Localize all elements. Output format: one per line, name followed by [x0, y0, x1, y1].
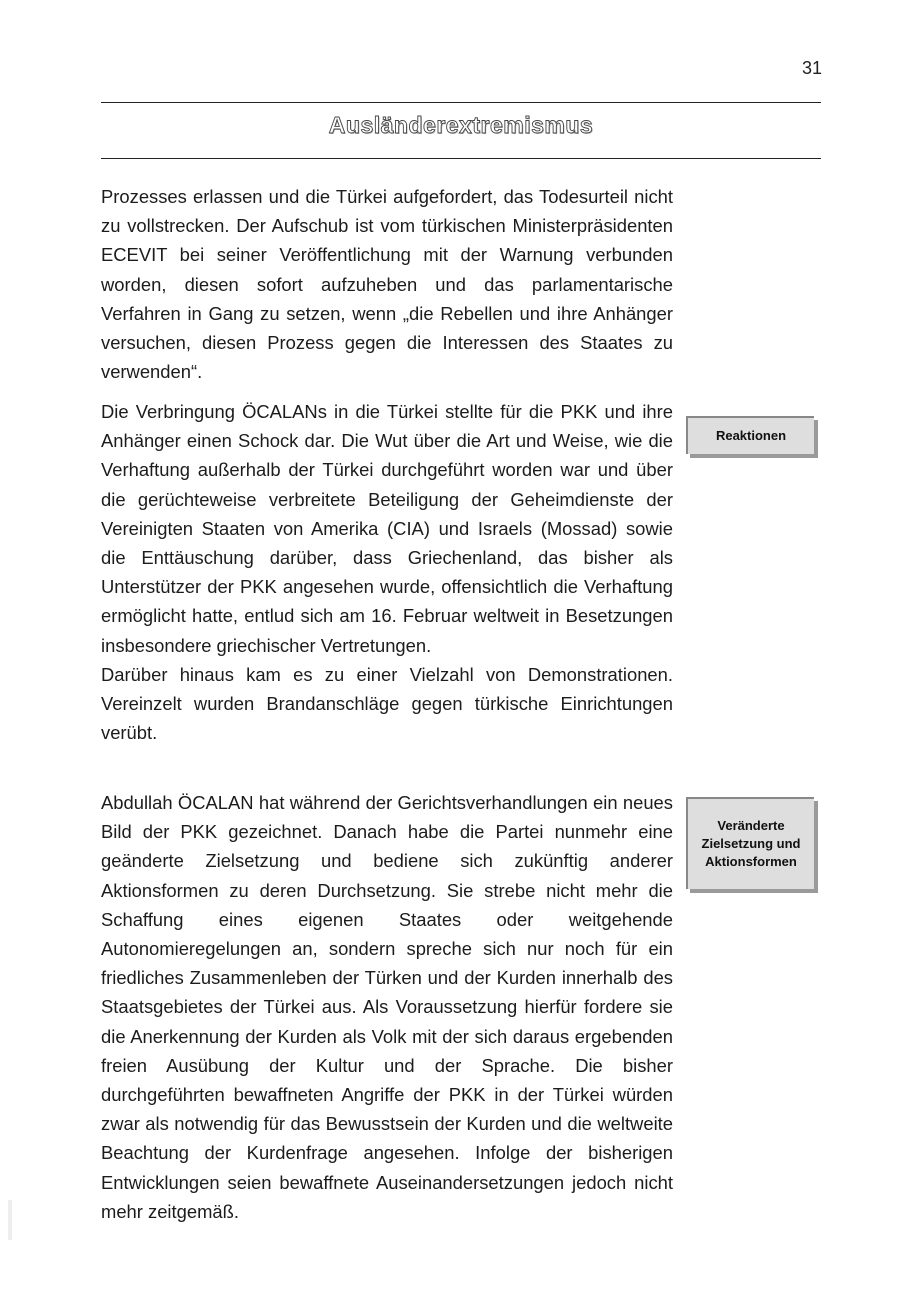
- scan-gutter-mark: [8, 1200, 12, 1240]
- margin-note-reaktionen: [686, 416, 814, 454]
- paragraph-text: Darüber hinaus kam es zu einer Vielzahl von Demonstrationen. Vereinzelt wurden Brandanschläge gegen türkische Einrichtungen verübt.: [101, 663, 673, 744]
- paragraph-text: Die Verbringung ÖCALANs in die Türkei stellte für die PKK und ihre Anhänger einen Schock dar. Die Wut über die Art und Weise, wie die Verhaftung außerhalb der Türkei durchgeführt worden war und über die gerüchteweise verbreitete Beteiligung der Geheimdienste der Vereinigten Staaten von Amerika (CIA) und Israels (Mossad) sowie die Enttäuschung darüber, dass Griechenland, das bisher als Unterstützer der PKK angesehen wurde, offensichtlich die Verhaftung ermöglicht hatte, entlud sich am 16. Februar weltweit in Besetzungen insbesondere griechischer Vertretungen.: [101, 401, 673, 656]
- header-rule-bottom: [101, 158, 821, 159]
- paragraph-text: Prozesses erlassen und die Türkei aufgefordert, das Todesurteil nicht zu vollstrecken. Der Aufschub ist vom türkischen Ministerpräsidenten ECEVIT bei seiner Veröffentlichung mit der Warnung verbunden worden, diesen sofort aufzuheben und das parlamentarische Verfahren in Gang zu setzen, wenn „die Rebellen und ihre Anhänger versuchen, diesen Prozess gegen die Interessen des Staates zu verwenden“.: [101, 186, 673, 383]
- header-rule-top: [101, 102, 821, 103]
- paragraph-text: Abdullah ÖCALAN hat während der Gerichtsverhandlungen ein neues Bild der PKK gezeichnet. Danach habe die Partei nunmehr eine geänderte Zielsetzung und bediene sich zukünftig anderer Aktionsformen zu deren Durchsetzung. Sie strebe nicht mehr die Schaffung eines eigenen Staates oder weitgehende Autonomieregelungen an, sondern spreche sich nur noch für ein friedliches Zusammenleben der Türken und der Kurden innerhalb des Staatsgebietes der Türkei aus. Als Voraussetzung hierfür fordere sie die Anerkennung der Kurden als Volk mit der sich daraus ergebenden freien Ausübung der Kultur und der Sprache. Die bisher durchgeführten bewaffneten Angriffe der PKK in der Türkei würden zwar als notwendig für das Bewusstsein der Kurden und die weltweite Beachtung der Kurdenfrage angesehen. Infolge der bisherigen Entwicklungen seien bewaffnete Auseinandersetzungen jedoch nicht mehr zeitgemäß.: [101, 792, 673, 1222]
- running-header-title: Ausländerextremismus: [328, 112, 594, 138]
- body-paragraph: [101, 397, 673, 747]
- body-paragraph: [101, 788, 673, 1226]
- page-number: 31: [801, 58, 822, 78]
- margin-note-zielsetzung: [686, 797, 814, 889]
- body-paragraph: [101, 182, 673, 386]
- margin-note-label: Veränderte Zielsetzung und Aktionsformen: [701, 818, 801, 869]
- margin-note-label: Reaktionen: [715, 428, 787, 443]
